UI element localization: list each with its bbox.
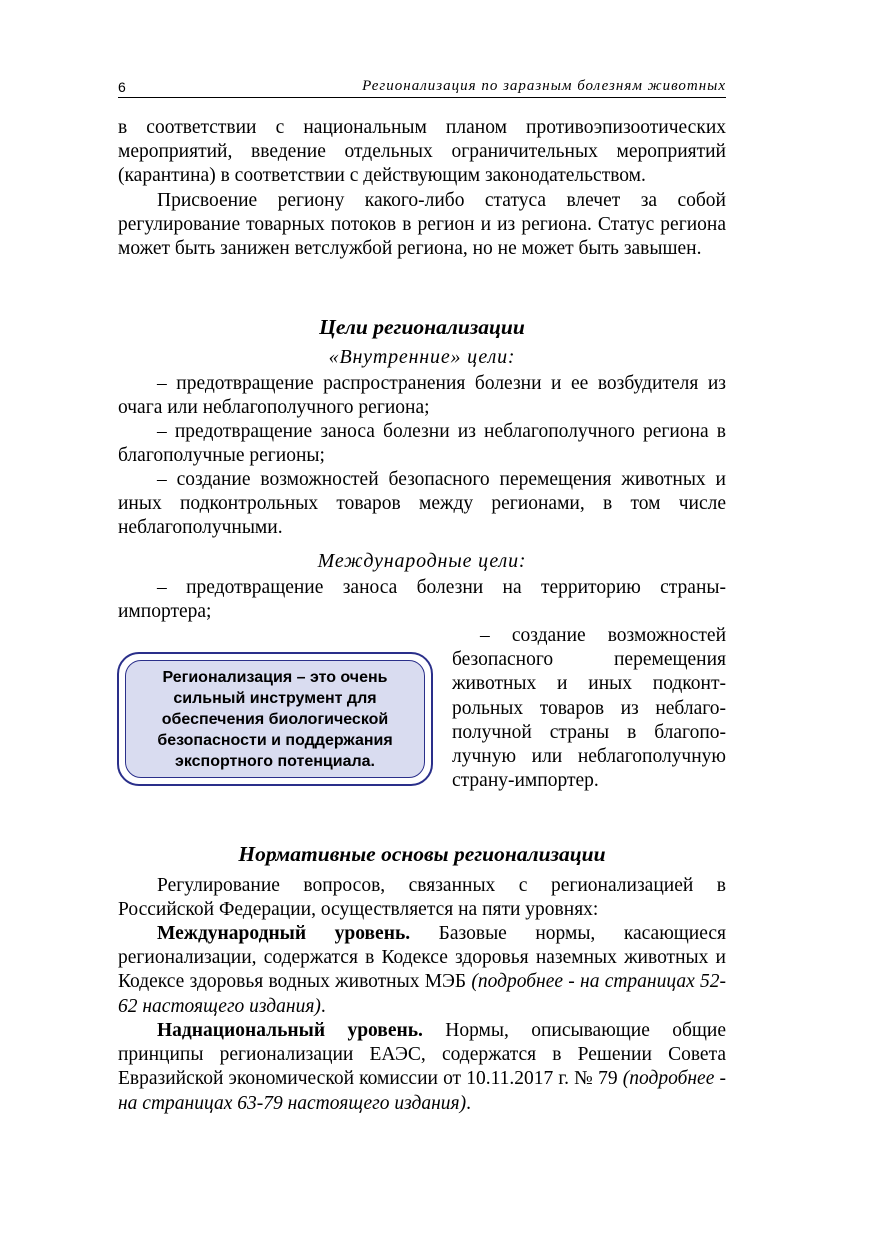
subtitle-international-goals: Международные цели:: [317, 550, 527, 572]
callout-box: [117, 652, 433, 786]
side-line: безопасного перемещения: [452, 649, 726, 671]
international-level-text: Базовые нормы, касающиеся регионализации, содержатся в Кодексе здоровья наземных животных и Кодексе здоровья водных животных МЭБ: [118, 923, 726, 993]
international-level-end: .: [320, 995, 326, 1017]
callout-line: обеспечения биологической: [161, 710, 389, 728]
paragraph-supranational-level: [118, 1019, 726, 1116]
running-title: Регионализация по заразным болезням животных: [362, 78, 726, 94]
supranational-level-ref: (подробнее - на страницах 63-79 настоящего издания): [118, 1068, 726, 1114]
section-title-goals: Цели регионализации: [319, 315, 525, 339]
side-line: лучную или неблагополучную: [452, 746, 726, 768]
paragraph-intro-2: Присвоение региону какого-либо статуса влечет за собой регулирование товарных потоков в регион и из региона. Статус региона может быть занижен ветслужбой региона, но не может быть завышен.: [118, 190, 726, 260]
paragraph-international-level: [118, 922, 726, 1019]
side-line: животных и иных подконт-: [452, 673, 726, 695]
callout-inner-panel: [125, 660, 425, 778]
international-goal-item: – предотвращение заноса болезни на территорию страны-импортера;: [118, 577, 726, 623]
callout-text: [147, 667, 402, 772]
side-line: получной страны в благопо-: [452, 721, 726, 743]
internal-goal-item: – предотвращение распространения болезни и ее возбудителя из очага или неблагополучного региона;: [118, 373, 726, 419]
callout-line: сильный инструмент для: [173, 689, 377, 707]
section-title-normative: Нормативные основы регионализации: [238, 842, 606, 866]
internal-goal-item: – создание возможностей безопасного перемещения животных и иных подконтрольных товаров между регионами, в том числе неблагополучными.: [118, 469, 726, 539]
international-level-label: Международный уровень.: [157, 923, 411, 944]
international-level-ref: (подробнее - на страницах 52-62 настоящего издания): [118, 971, 726, 1017]
callout-line: экспортного потенциала.: [175, 752, 375, 770]
side-line: рольных товаров из неблаго-: [452, 697, 726, 719]
side-line: – создание возможностей: [480, 625, 726, 646]
side-line: страну-импортер.: [452, 770, 599, 792]
page-number: 6: [118, 79, 126, 95]
callout-line: безопасности и поддержания: [157, 731, 393, 749]
callout-line: Регионализация – это очень: [162, 668, 388, 686]
international-goal-item-2: [452, 624, 726, 793]
running-header: [118, 78, 726, 98]
paragraph-normative-intro: Регулирование вопросов, связанных с регионализацией в Российской Федерации, осуществляется на пяти уровнях:: [118, 875, 726, 921]
internal-goal-item: – предотвращение заноса болезни из неблагополучного региона в благополучные регионы;: [118, 421, 726, 467]
supranational-level-label: Наднациональный уровень.: [157, 1020, 423, 1041]
paragraph-intro-1: в соответствии с национальным планом противоэпизоотических мероприятий, введение отдельных ограничительных мероприятий (карантина) в соответствии с действующим законодательством.: [118, 117, 726, 187]
subtitle-internal-goals: «Внутренние» цели:: [328, 346, 516, 368]
supranational-level-end: .: [466, 1092, 471, 1114]
supranational-level-text: Нормы, описывающие общие принципы регионализации ЕАЭС, содержатся в Решении Совета Евразийской экономической комиссии от 10.11.2017 г. № 79: [118, 1020, 727, 1090]
